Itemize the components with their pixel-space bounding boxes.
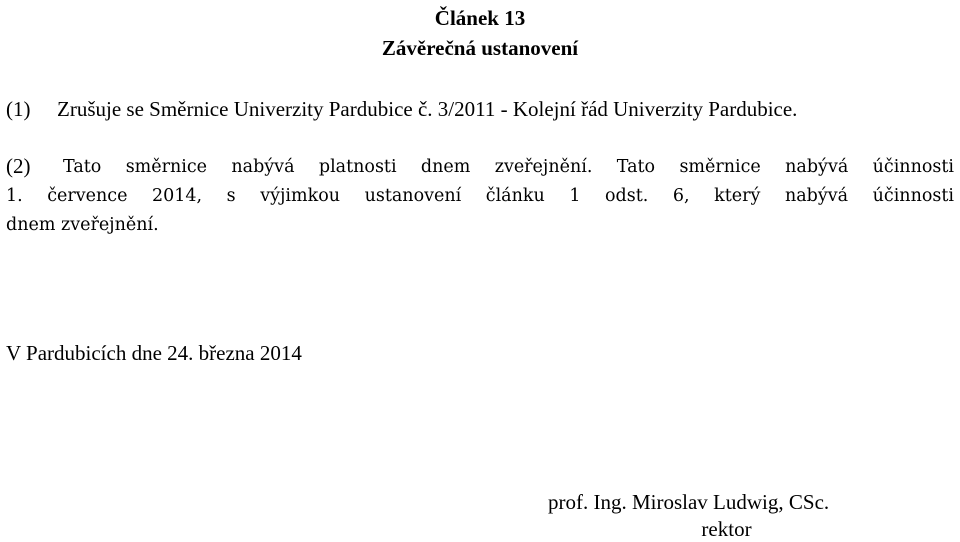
signatory-name: prof. Ing. Miroslav Ludwig, CSc.: [548, 490, 830, 514]
paragraph-line: Tato směrnice nabývá platnosti dnem zveřejnění. Tato směrnice nabývá účinnosti: [63, 157, 954, 177]
paragraph-line: 1. července 2014, s výjimkou ustanovení článku 1 odst. 6, který nabývá účinnosti: [6, 186, 954, 206]
paragraph-text: Zrušuje se Směrnice Univerzity Pardubice č. 3/2011 - Kolejní řád Univerzity Pardubice.: [57, 97, 798, 121]
article-title: Závěrečná ustanovení: [381, 36, 579, 60]
paragraph-text: [6, 153, 954, 240]
signatory-role: rektor: [701, 517, 752, 541]
paragraph-number: (1): [6, 97, 31, 121]
paragraph-line: dnem zveřejnění.: [6, 215, 159, 235]
paragraph-number: (2): [6, 154, 31, 178]
paragraph-2: [6, 153, 954, 243]
article-number: Článek 13: [434, 6, 526, 30]
place-and-date: V Pardubicích dne 24. března 2014: [6, 341, 302, 365]
